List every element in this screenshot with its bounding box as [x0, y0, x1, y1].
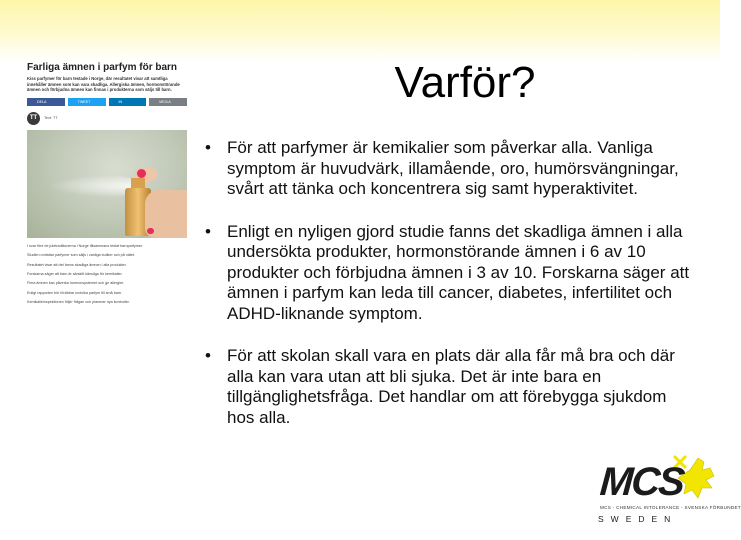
article-paragraph: I svar före de juletraditionerna i Norge tillsammans testat barnparfymer.	[27, 243, 144, 248]
logo-country: SWEDEN	[598, 514, 678, 524]
slide-title: Varför?	[394, 58, 536, 107]
logo-tagline: MCS - CHEMICAL INTOLERANCE - SVENSKA FÖRBUNDET	[600, 505, 741, 510]
article-headline: Farliga ämnen i parfym för barn	[27, 62, 178, 73]
article-body	[27, 244, 187, 306]
article-paragraph: Forskarna säger att barn är särskilt känsliga för kemikalier.	[27, 272, 123, 276]
author-name: Text: TT	[44, 116, 58, 121]
article-paragraph: Kemikalieinspektionen följer frågan och planerar nya kontroller.	[27, 300, 130, 305]
bullet-item: • För att parfymer är kemikalier som påverkar alla. Vanliga symptom är huvudvärk, illamående, oro, humörsvängningar, svårt att tänka och koncentrera sig samt hyperaktivitet.	[205, 138, 695, 200]
nail	[137, 169, 146, 178]
share-linkedin-button[interactable]: IN	[109, 98, 147, 106]
logo-wordmark: MCS	[598, 460, 685, 504]
byline	[27, 112, 187, 125]
top-gradient-band	[0, 0, 720, 62]
article-paragraph: Enligt rapporten bör föräldrar undvika parfym till små barn.	[27, 290, 123, 295]
article-paragraph: Studien omfattar parfymer som säljs i vanliga butiker och på nätet.	[27, 253, 136, 258]
share-bar	[27, 98, 187, 106]
article-paragraph: Flera ämnen kan påverka hormonsystemet och ge allergier.	[27, 281, 125, 286]
nail	[147, 228, 154, 234]
mcs-sweden-logo	[596, 448, 741, 536]
article-photo	[27, 130, 187, 238]
bullet-list	[205, 138, 695, 450]
share-twitter-button[interactable]: TWEET	[68, 98, 106, 106]
bullet-item: • Enligt en nyligen gjord studie fanns det skadliga ämnen i alla undersökta produkter, hormonstörande ämnen i 6 av 10 produkter och förbjudna ämnen i 3 av 10. Forskarna säger att ämnen i parfym kan leda till cancer, diabetes, infertilitet och ADHD-liknande symptom.	[205, 222, 695, 325]
article-thumbnail	[27, 62, 187, 532]
bullet-item: • För att skolan skall vara en plats där alla får må bra och där alla kan vara utan att bli sjuka. Det är inte bara en tillgänglighetsfråga. Det handlar om att förebygga sjukdom hos alla.	[205, 346, 695, 428]
share-facebook-button[interactable]: DELA	[27, 98, 65, 106]
share-mail-button[interactable]: MEJLA	[149, 98, 187, 106]
article-paragraph: Resultatet visar att det fanns skadliga ämnen i alla produkter.	[27, 262, 127, 267]
author-avatar: TT	[27, 112, 40, 125]
article-lead: Kiss parfymer för barn testade i Norge, där resultatet visar att samtliga innehåller ämnen som kan vara skadliga. Allergiska ämnen, hormonstörande ämnen och förbjudna ämnen kan finnas i produkterna som säljs till barn.	[27, 76, 180, 93]
